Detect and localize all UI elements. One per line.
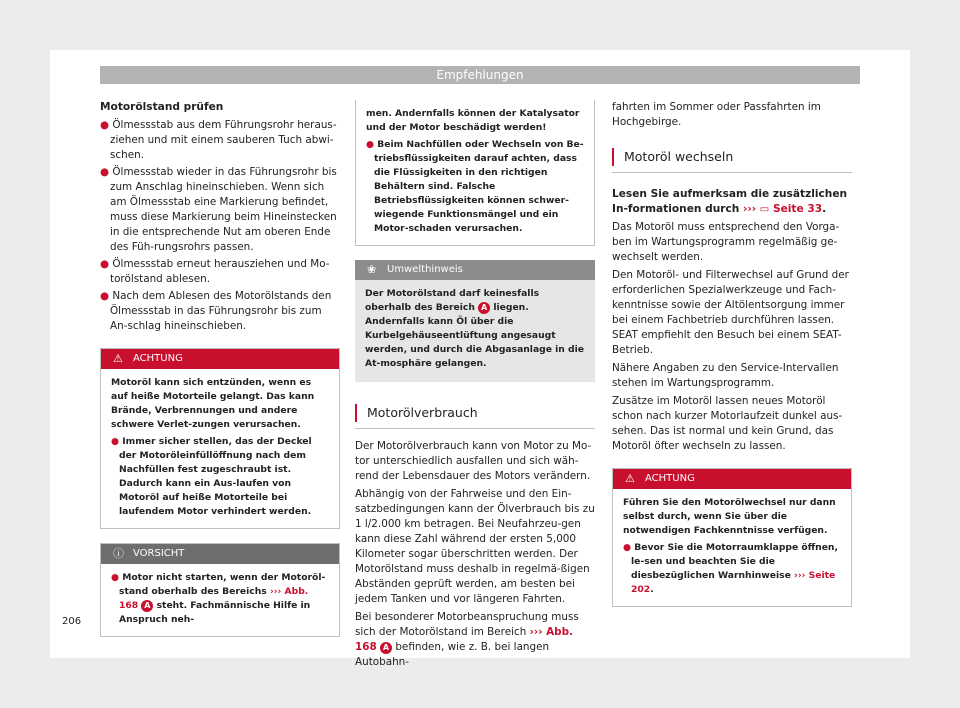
figure-link[interactable]: ››› Abb. 168 <box>119 586 309 611</box>
figure-link[interactable]: ››› Abb. 168 <box>355 626 573 653</box>
list-item: ● Ölmessstab erneut herausziehen und Mo-torölstand ablesen. <box>100 258 330 285</box>
warning-box <box>100 348 340 529</box>
page-link[interactable]: ››› Seite 202 <box>631 570 836 595</box>
environment-body: Der Motorölstand darf keinesfalls oberhalb des Bereich A liegen. Andernfalls kann Öl über die Kurbelgehäuseentlüftung angesaugt werden, und durch die Abgasanlage in die At-mosphäre gelangen. <box>355 280 595 382</box>
section-title-oil-consumption: Motorölverbrauch <box>355 404 595 429</box>
warning-box-continued <box>355 100 595 246</box>
paragraph: Nähere Angaben zu den Service-Intervallen stehen im Wartungsprogramm. <box>612 362 839 389</box>
bullet-icon: ● <box>100 258 113 270</box>
page-number: 206 <box>62 616 82 627</box>
environment-header: ❀ Umwelthinweis <box>355 260 595 280</box>
lead-paragraph: Lesen Sie aufmerksam die zusätzlichen In-formationen durch ››› ▭ Seite 33. <box>612 188 848 215</box>
warning-body: Motoröl kann sich entzünden, wenn es auf heiße Motorteile gelangt. Das kann Brände, Verbrennungen und andere schwere Verlet-zungen verursachen. ● Immer sicher stellen, das der Deckel der Motoröleinfüllöffnung nach dem Nachfüllen fest zugeschraubt ist. Dadurch kann ein Aus-laufen von Motoröl auf heiße Motorteile bei laufendem Motor verhindert werden. <box>101 369 339 528</box>
section-title-oil-change: Motoröl wechseln <box>612 148 852 173</box>
page-link[interactable]: ››› ▭ Seite 33 <box>742 203 823 215</box>
warning-box <box>612 468 852 607</box>
warning-body: Führen Sie den Motorölwechsel nur dann selbst durch, wenn Sie über die notwendigen Fachkenntnisse verfügen. ● Bevor Sie die Motorraumklappe öffnen, le-sen und beachten Sie die diesbezüglichen Warnhinweise ››› Seite 202. <box>613 489 851 606</box>
warning-header: ⚠ ACHTUNG <box>101 349 339 369</box>
column-right <box>612 100 852 607</box>
bullet-icon: ● <box>100 290 113 302</box>
caution-header: ⓘ VORSICHT <box>101 544 339 564</box>
warning-triangle-icon: ⚠ <box>113 352 123 365</box>
list-item: ● Nach dem Ablesen des Motorölstands den Ölmessstab in das Führungsrohr bis zum An-schlag hineinschieben. <box>100 290 332 332</box>
bullet-icon: ● <box>623 542 635 553</box>
environment-icon: ❀ <box>367 263 377 276</box>
bullet-icon: ● <box>100 166 113 178</box>
paragraph: fahrten im Sommer oder Passfahrten im Hochgebirge. <box>612 101 821 128</box>
marker-a: A <box>478 302 490 314</box>
list-item: ● Immer sicher stellen, das der Deckel der Motoröleinfüllöffnung nach dem Nachfüllen fest zugeschraubt ist. Dadurch kann ein Aus-laufen von Motoröl auf heiße Motorteile bei laufendem Motor verhindert werden. <box>111 436 312 517</box>
bullet-icon: ● <box>366 139 378 150</box>
column-left <box>100 100 340 637</box>
column-middle <box>355 100 595 673</box>
caution-body <box>101 564 339 636</box>
bullet-icon: ● <box>100 119 113 131</box>
bullet-icon: ● <box>111 436 123 447</box>
paragraph: Bei besonderer Motorbeanspruchung muss sich der Motorölstand im Bereich ››› Abb. 168 A befinden, wie z. B. bei langen Autobahn- <box>355 611 579 668</box>
paragraph: Der Motorölverbrauch kann von Motor zu Mo-tor unterschiedlich ausfallen und sich wäh-rend der Lebensdauer des Motors verändern. <box>355 440 592 482</box>
info-circle-icon: ⓘ <box>113 547 124 560</box>
page-header: Empfehlungen <box>100 66 860 84</box>
paragraph: Das Motoröl muss entsprechend den Vorga-ben im Wartungsprogramm regelmäßig ge-wechselt werden. <box>612 221 840 263</box>
warning-body: men. Andernfalls können der Katalysator und der Motor beschädigt werden! ● Beim Nachfüllen oder Wechseln von Be-triebsflüssigkeiten darauf achten, dass die Flüssigkeiten in den richtigen Behältern sind. Falsche Betriebsflüssigkeiten können schwer-wiegende Funktionsmängel und ein Motor-schaden verursachen. <box>366 108 584 234</box>
list-item: ● Motor nicht starten, wenn der Motoröl-stand oberhalb des Bereichs ››› Abb. 168 A steht. Fachmännische Hilfe in Anspruch neh- <box>111 572 326 625</box>
environment-box <box>355 260 595 382</box>
list-item: ● Ölmessstab aus dem Führungsrohr heraus-ziehen und mit einem sauberen Tuch abwi-schen. <box>100 119 337 161</box>
list-item: ● Ölmessstab wieder in das Führungsrohr bis zum Anschlag hineinschieben. Wenn sich am Ölmessstab eine Markierung befindet, muss diese Markierung beim Hineinstecken in die entsprechende Nut am oberen Ende des Füh-rungsrohrs passen. <box>100 166 337 253</box>
caution-box <box>100 543 340 637</box>
list-item: ● Beim Nachfüllen oder Wechseln von Be-triebsflüssigkeiten darauf achten, dass die Flüssigkeiten in den richtigen Behältern sind. Falsche Betriebsflüssigkeiten können schwer-wiegende Funktionsmängel und ein Motor-schaden verursachen. <box>366 139 584 234</box>
marker-a: A <box>380 642 392 654</box>
paragraph: Zusätze im Motoröl lassen neues Motoröl schon nach kurzer Motorlaufzeit dunkel aus-sehen. Das ist normal und kein Grund, das Motoröl öfter wechseln zu lassen. <box>612 395 843 452</box>
warning-header: ⚠ ACHTUNG <box>613 469 851 489</box>
bullet-icon: ● <box>111 572 123 583</box>
list-item: ● Bevor Sie die Motorraumklappe öffnen, le-sen und beachten Sie die diesbezüglichen Warnhinweise ››› Seite 202. <box>623 542 838 595</box>
marker-a: A <box>141 600 153 612</box>
heading-oil-check: Motorölstand prüfen <box>100 101 224 113</box>
book-icon: ▭ <box>759 204 770 215</box>
paragraph: Den Motoröl- und Filterwechsel auf Grund der erforderlichen Spezialwerkzeuge und Fach-kenntnisse sowie der Altölentsorgung immer bei einem Fachbetrieb durchführen lassen. SEAT empfiehlt den Besuch bei einem SEAT-Betrieb. <box>612 269 849 356</box>
warning-triangle-icon: ⚠ <box>625 472 635 485</box>
paragraph: Abhängig von der Fahrweise und den Ein-satzbedingungen kann der Ölverbrauch bis zu 1 l/2.000 km betragen. Bei Neufahrzeu-gen kann diese Zahl während der ersten 5,000 Kilometer sogar überschritten werden. Der Motorölstand muss deshalb in regelmä-ßigen Abständen geprüft werden, am besten bei jedem Tanken und vor längeren Fahrten. <box>355 488 595 605</box>
